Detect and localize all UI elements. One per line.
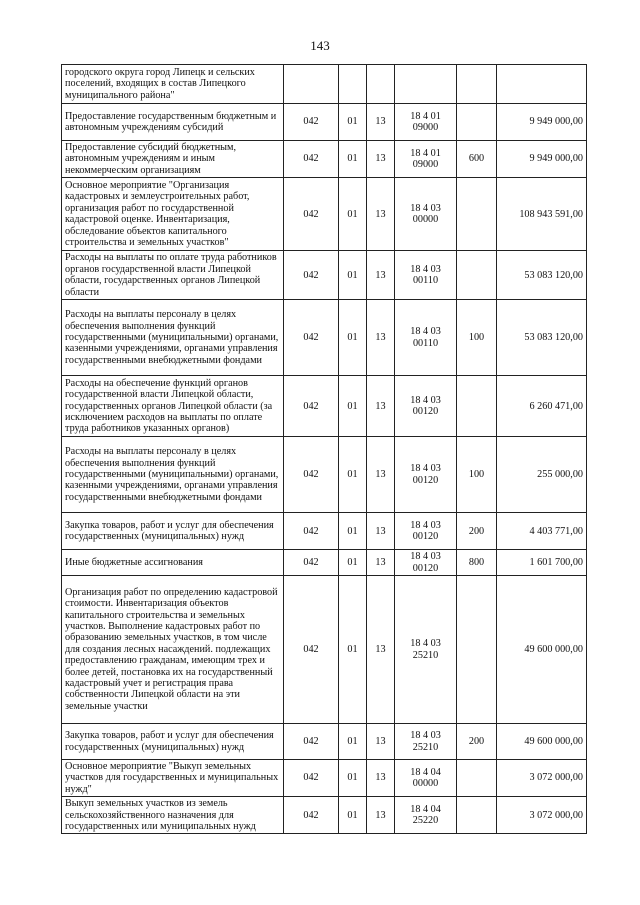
cell-expense-type: 100: [457, 300, 497, 376]
cell-section-code: 01: [339, 797, 367, 834]
cell-subsection-code: 13: [367, 576, 395, 724]
cell-ministry-code: 042: [284, 513, 339, 550]
cell-subsection-code: 13: [367, 300, 395, 376]
cell-ministry-code: 042: [284, 141, 339, 178]
cell-expense-type: 200: [457, 513, 497, 550]
cell-amount: 6 260 471,00: [497, 376, 587, 437]
cell-ministry-code: 042: [284, 178, 339, 251]
cell-target-article: 18 4 01 09000: [395, 104, 457, 141]
cell-target-article: 18 4 04 25220: [395, 797, 457, 834]
cell-name: Иные бюджетные ассигнования: [62, 550, 284, 576]
cell-ministry-code: 042: [284, 104, 339, 141]
cell-target-article: 18 4 03 00110: [395, 251, 457, 300]
cell-name: Предоставление субсидий бюджетным, автономным учреждениям и иным некоммерческим организациям: [62, 141, 284, 178]
cell-name: Расходы на выплаты персоналу в целях обеспечения выполнения функций государственными (муниципальными) органами, казенными учреждениями, органами управления государственными внебюджетными фондами: [62, 437, 284, 513]
cell-name: Основное мероприятие "Выкуп земельных участков для государственных и муниципальных нужд": [62, 760, 284, 797]
cell-name: городского округа город Липецк и сельских поселений, входящих в состав Липецкого муниципального района": [62, 65, 284, 104]
cell-subsection-code: 13: [367, 178, 395, 251]
cell-expense-type: 800: [457, 550, 497, 576]
cell-expense-type: [457, 376, 497, 437]
cell-expense-type: 100: [457, 437, 497, 513]
budget-table: [61, 64, 587, 834]
cell-ministry-code: 042: [284, 300, 339, 376]
cell-section-code: 01: [339, 437, 367, 513]
cell-name: Выкуп земельных участков из земель сельскохозяйственного назначения для государственных или муниципальных нужд: [62, 797, 284, 834]
cell-target-article: 18 4 03 00120: [395, 513, 457, 550]
cell-subsection-code: 13: [367, 760, 395, 797]
cell-ministry-code: [284, 65, 339, 104]
cell-expense-type: [457, 576, 497, 724]
cell-amount: 3 072 000,00: [497, 760, 587, 797]
cell-amount: 9 949 000,00: [497, 141, 587, 178]
cell-target-article: 18 4 03 00000: [395, 178, 457, 251]
cell-subsection-code: [367, 65, 395, 104]
cell-section-code: 01: [339, 104, 367, 141]
cell-section-code: 01: [339, 576, 367, 724]
cell-name: Закупка товаров, работ и услуг для обеспечения государственных (муниципальных) нужд: [62, 724, 284, 760]
cell-ministry-code: 042: [284, 797, 339, 834]
cell-subsection-code: 13: [367, 797, 395, 834]
cell-subsection-code: 13: [367, 251, 395, 300]
cell-amount: 255 000,00: [497, 437, 587, 513]
cell-expense-type: [457, 760, 497, 797]
cell-name: Организация работ по определению кадастровой стоимости. Инвентаризация объектов капитального строительства и земельных участков. Выполнение кадастровых работ по образованию земельных участков, в том числе для создания лесных насаждений. подлежащих предоставлению гражданам, имеющим трех и более детей, постановка их на государственный кадастровый учет и регистрация права собственности Липецкой области на эти земельные участки: [62, 576, 284, 724]
cell-expense-type: [457, 251, 497, 300]
cell-expense-type: [457, 797, 497, 834]
cell-amount: 9 949 000,00: [497, 104, 587, 141]
cell-section-code: 01: [339, 724, 367, 760]
cell-name: Расходы на обеспечение функций органов государственной власти Липецкой области, государственных органов Липецкой области (за исключением расходов на выплаты по оплате труда работников указанных органов): [62, 376, 284, 437]
table-row: [62, 300, 587, 376]
cell-target-article: 18 4 03 25210: [395, 724, 457, 760]
cell-amount: 3 072 000,00: [497, 797, 587, 834]
table-row: [62, 760, 587, 797]
cell-target-article: 18 4 03 00120: [395, 437, 457, 513]
cell-ministry-code: 042: [284, 550, 339, 576]
table-row: [62, 576, 587, 724]
cell-subsection-code: 13: [367, 513, 395, 550]
cell-name: Закупка товаров, работ и услуг для обеспечения государственных (муниципальных) нужд: [62, 513, 284, 550]
cell-target-article: 18 4 03 00120: [395, 376, 457, 437]
cell-expense-type: 200: [457, 724, 497, 760]
cell-subsection-code: 13: [367, 437, 395, 513]
cell-target-article: 18 4 04 00000: [395, 760, 457, 797]
table-row: [62, 141, 587, 178]
cell-section-code: 01: [339, 760, 367, 797]
cell-name: Расходы на выплаты персоналу в целях обеспечения выполнения функций государственными (муниципальными) органами, казенными учреждениями, органами управления государственными внебюджетными фондами: [62, 300, 284, 376]
cell-amount: 1 601 700,00: [497, 550, 587, 576]
cell-expense-type: [457, 104, 497, 141]
cell-subsection-code: 13: [367, 724, 395, 760]
table-row: [62, 724, 587, 760]
table-row: [62, 178, 587, 251]
cell-section-code: 01: [339, 513, 367, 550]
page-number: 143: [310, 38, 330, 53]
cell-ministry-code: 042: [284, 576, 339, 724]
cell-section-code: 01: [339, 141, 367, 178]
cell-target-article: 18 4 03 00120: [395, 550, 457, 576]
table-row: [62, 65, 587, 104]
cell-target-article: 18 4 01 09000: [395, 141, 457, 178]
cell-amount: 49 600 000,00: [497, 724, 587, 760]
cell-name: Предоставление государственным бюджетным и автономным учреждениям субсидий: [62, 104, 284, 141]
cell-target-article: [395, 65, 457, 104]
cell-ministry-code: 042: [284, 724, 339, 760]
cell-section-code: 01: [339, 178, 367, 251]
cell-amount: 108 943 591,00: [497, 178, 587, 251]
cell-amount: 53 083 120,00: [497, 300, 587, 376]
table-row: [62, 513, 587, 550]
cell-target-article: 18 4 03 25210: [395, 576, 457, 724]
table-body: [62, 65, 587, 834]
cell-ministry-code: 042: [284, 760, 339, 797]
cell-expense-type: [457, 178, 497, 251]
table-row: [62, 437, 587, 513]
cell-ministry-code: 042: [284, 251, 339, 300]
cell-subsection-code: 13: [367, 376, 395, 437]
table-row: [62, 376, 587, 437]
cell-expense-type: 600: [457, 141, 497, 178]
cell-target-article: 18 4 03 00110: [395, 300, 457, 376]
cell-expense-type: [457, 65, 497, 104]
cell-amount: 53 083 120,00: [497, 251, 587, 300]
cell-subsection-code: 13: [367, 141, 395, 178]
table-row: [62, 104, 587, 141]
cell-section-code: 01: [339, 376, 367, 437]
cell-section-code: [339, 65, 367, 104]
table-row: [62, 550, 587, 576]
cell-name: Основное мероприятие "Организация кадастровых и землеустроительных работ, организация работ по государственной кадастровой оценке. Инвентаризация, обследование объектов капитального строительства и земельных участков": [62, 178, 284, 251]
cell-name: Расходы на выплаты по оплате труда работников органов государственной власти Липецкой области, государственных органов Липецкой области: [62, 251, 284, 300]
cell-amount: 4 403 771,00: [497, 513, 587, 550]
cell-subsection-code: 13: [367, 104, 395, 141]
cell-subsection-code: 13: [367, 550, 395, 576]
cell-amount: 49 600 000,00: [497, 576, 587, 724]
table-row: [62, 797, 587, 834]
cell-section-code: 01: [339, 550, 367, 576]
cell-section-code: 01: [339, 251, 367, 300]
cell-ministry-code: 042: [284, 437, 339, 513]
cell-section-code: 01: [339, 300, 367, 376]
cell-amount: [497, 65, 587, 104]
cell-ministry-code: 042: [284, 376, 339, 437]
table-row: [62, 251, 587, 300]
